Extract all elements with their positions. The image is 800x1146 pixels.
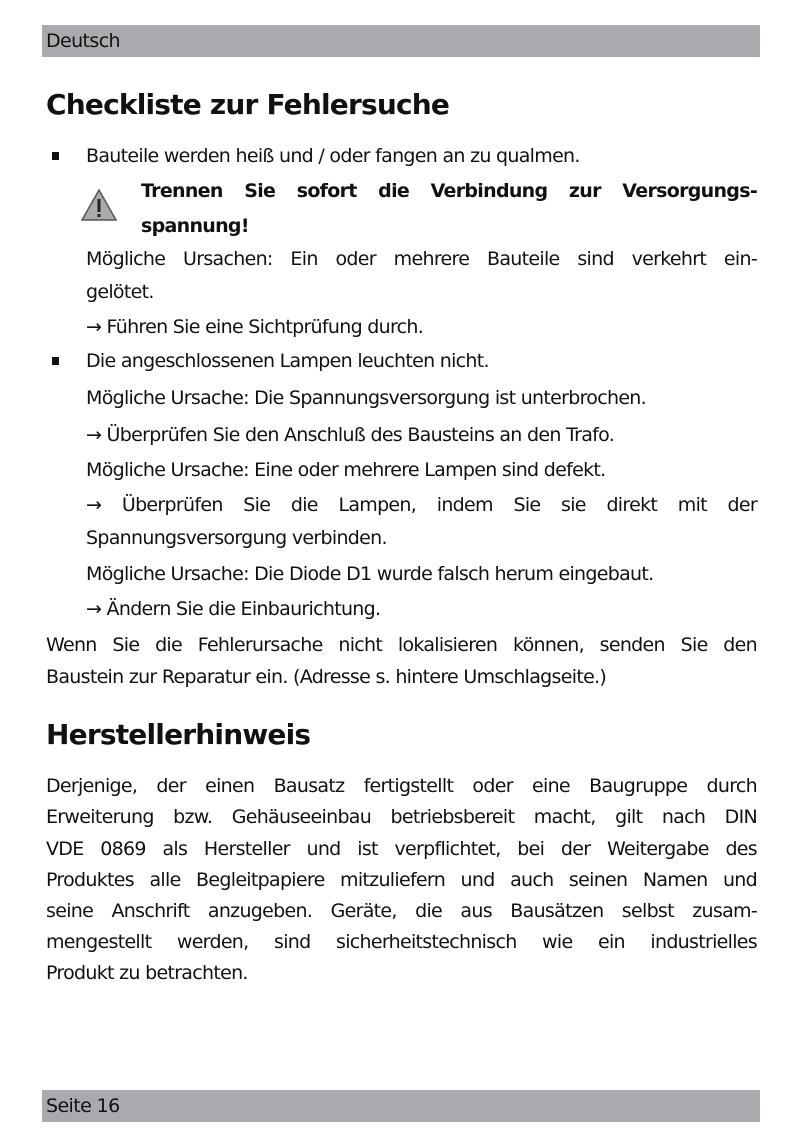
item1-cause-line-2: gelötet. bbox=[86, 281, 154, 303]
header-bar bbox=[42, 25, 760, 57]
item2-cause-2: Mögliche Ursache: Eine oder mehrere Lampen sind defekt. bbox=[86, 459, 606, 481]
item1-action: → Führen Sie eine Sichtprüfung durch. bbox=[86, 316, 424, 338]
paragraph-line: Produkt zu betrachten. bbox=[46, 962, 248, 984]
closing-line-1: Wenn Sie die Fehlerursache nicht lokalisieren können, senden Sie den bbox=[46, 634, 757, 656]
item2-cause-1: Mögliche Ursache: Die Spannungsversorgung ist unterbrochen. bbox=[86, 387, 646, 409]
item2-action-2-line-1: → Überprüfen Sie die Lampen, indem Sie sie direkt mit der bbox=[86, 494, 757, 516]
warning-line-1: Trennen Sie sofort die Verbindung zur Versorgungs- bbox=[141, 180, 757, 202]
closing-line-2: Baustein zur Reparatur ein. (Adresse s. hintere Umschlagseite.) bbox=[46, 666, 607, 688]
paragraph-line: Erweiterung bzw. Gehäuseeinbau betriebsbereit macht, gilt nach DIN bbox=[46, 806, 757, 828]
item2-cause-3: Mögliche Ursache: Die Diode D1 wurde falsch herum eingebaut. bbox=[86, 563, 654, 585]
footer-bar bbox=[42, 1090, 760, 1122]
section-title-checklist: Checkliste zur Fehlersuche bbox=[46, 88, 450, 121]
item1-text: Bauteile werden heiß und / oder fangen an zu qualmen. bbox=[86, 145, 580, 167]
paragraph-line: Produktes alle Begleitpapiere mitzuliefern und auch seinen Namen und bbox=[46, 869, 757, 891]
paragraph-line: Derjenige, der einen Bausatz fertigstellt oder eine Baugruppe durch bbox=[46, 775, 757, 797]
item2-action-1: → Überprüfen Sie den Anschluß des Bausteins an den Trafo. bbox=[86, 424, 615, 446]
paragraph-line: seine Anschrift anzugeben. Geräte, die aus Bausätzen selbst zusam- bbox=[46, 900, 757, 922]
bullet-icon bbox=[52, 357, 59, 365]
page-number: Seite 16 bbox=[46, 1095, 120, 1117]
language-label: Deutsch bbox=[46, 30, 120, 52]
item2-text: Die angeschlossenen Lampen leuchten nicht. bbox=[86, 350, 489, 372]
warning-line-2: spannung! bbox=[141, 215, 249, 237]
section-title-manufacturer-note: Herstellerhinweis bbox=[46, 718, 311, 751]
paragraph-line: VDE 0869 als Hersteller und ist verpflichtet, bei der Weitergabe des bbox=[46, 838, 757, 860]
item1-cause-line-1: Mögliche Ursachen: Ein oder mehrere Bauteile sind verkehrt ein- bbox=[86, 248, 757, 270]
bullet-icon bbox=[52, 152, 59, 160]
paragraph-line: mengestellt werden, sind sicherheitstechnisch wie ein industrielles bbox=[46, 931, 757, 953]
item2-action-3: → Ändern Sie die Einbaurichtung. bbox=[86, 598, 381, 620]
warning-triangle-icon bbox=[80, 188, 118, 222]
item2-action-2-line-2: Spannungsversorgung verbinden. bbox=[86, 527, 387, 549]
